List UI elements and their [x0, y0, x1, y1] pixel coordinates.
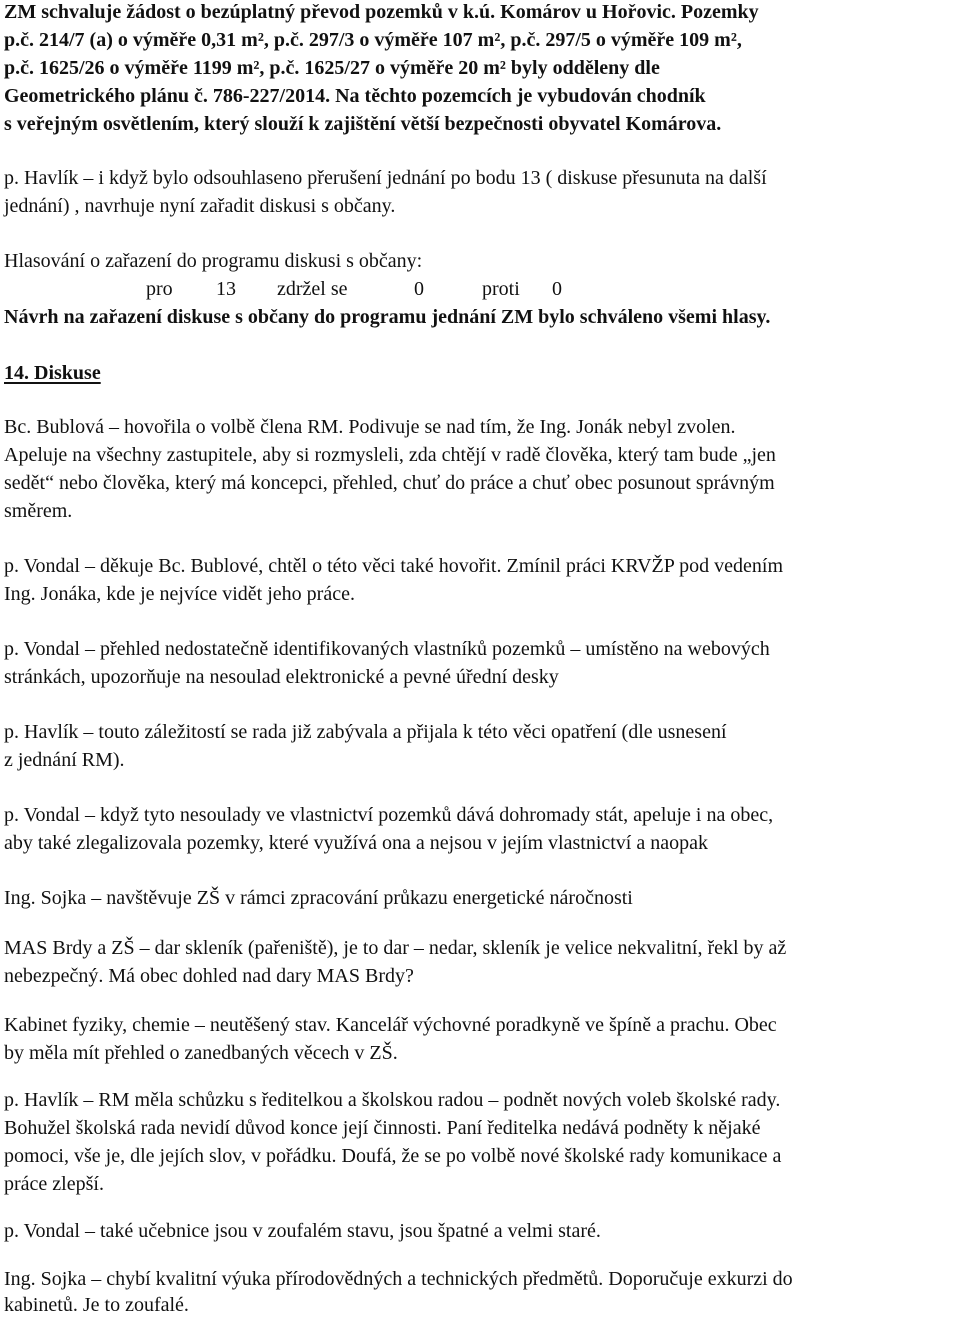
discussion-p4-line-1: p. Havlík – touto záležitostí se rada již zabývala a přijala k této věci opatření (dle usnesení [4, 721, 727, 743]
discussion-p2-line-1: p. Vondal – děkuje Bc. Bublové, chtěl o této věci také hovořit. Zmínil práci KRVŽP pod vedením [4, 555, 783, 577]
discussion-p1-line-3: sedět“ nebo člověka, který má koncepci, přehled, chuť do práce a chuť obec posunout správným [4, 472, 775, 494]
intro-line-1: ZM schvaluje žádost o bezúplatný převod pozemků v k.ú. Komárov u Hořovic. Pozemky [4, 1, 759, 23]
discussion-p6-line-1: Ing. Sojka – navštěvuje ZŠ v rámci zpracování průkazu energetické náročnosti [4, 887, 633, 909]
discussion-p7-line-2: nebezpečný. Má obec dohled nad dary MAS Brdy? [4, 965, 414, 987]
discussion-p1-line-1: Bc. Bublová – hovořila o volbě člena RM. Podivuje se nad tím, že Ing. Jonák nebyl zvolen. [4, 416, 736, 438]
vote-against-label: proti [482, 278, 520, 300]
vote-pro-value: 13 [216, 278, 236, 300]
discussion-p7-line-1: MAS Brdy a ZŠ – dar skleník (pařeniště), je to dar – nedar, skleník je velice nekvalitní, řekl by až [4, 937, 787, 959]
discussion-p3-line-2: stránkách, upozorňuje na nesoulad elektronické a pevné úřední desky [4, 666, 559, 688]
intro-line-4: Geometrického plánu č. 786-227/2014. Na těchto pozemcích je vybudován chodník [4, 85, 706, 107]
discussion-p9-line-3: pomoci, vše je, dle jejích slov, v pořádku. Doufá, že se po volbě nové školské rady komunikace a [4, 1145, 782, 1167]
discussion-p9-line-4: práce zlepší. [4, 1173, 104, 1195]
vote-heading: Hlasování o zařazení do programu diskusi s občany: [4, 250, 423, 272]
havlik-proposal-line-2: jednání) , navrhuje nyní zařadit diskusi s občany. [4, 195, 396, 217]
discussion-p5-line-2: aby také zlegalizovala pozemky, které využívá ona a nejsou v jejím vlastnictví a naopak [4, 832, 708, 854]
discussion-p10-line-1: p. Vondal – také učebnice jsou v zoufalém stavu, jsou špatné a velmi staré. [4, 1220, 601, 1242]
vote-abstain-label: zdržel se [277, 278, 348, 300]
discussion-p9-line-2: Bohužel školská rada nevidí důvod konce její činnosti. Paní ředitelka nedává podněty k nějaké [4, 1117, 761, 1139]
discussion-p11-line-1: Ing. Sojka – chybí kvalitní výuka přírodovědných a technických předmětů. Doporučuje exkurzi do [4, 1268, 793, 1290]
discussion-p4-line-2: z jednání RM). [4, 749, 125, 771]
discussion-p1-line-2: Apeluje na všechny zastupitele, aby si rozmysleli, zda chtějí v radě člověka, který tam bude „jen [4, 444, 776, 466]
discussion-p5-line-1: p. Vondal – když tyto nesoulady ve vlastnictví pozemků dává dohromady stát, apeluje i na obec, [4, 804, 774, 826]
discussion-p11-line-2: kabinetů. Je to zoufalé. [4, 1294, 189, 1316]
intro-line-5: s veřejným osvětlením, který slouží k zajištění větší bezpečnosti obyvatel Komárova. [4, 113, 722, 135]
vote-against-value: 0 [552, 278, 562, 300]
section-heading: 14. Diskuse [4, 362, 101, 384]
vote-abstain-value: 0 [414, 278, 424, 300]
discussion-p8-line-2: by měla mít přehled o zanedbaných věcech v ZŠ. [4, 1042, 398, 1064]
discussion-p1-line-4: směrem. [4, 500, 73, 522]
discussion-p9-line-1: p. Havlík – RM měla schůzku s ředitelkou a školskou radou – podnět nových voleb školské rady. [4, 1089, 781, 1111]
discussion-p2-line-2: Ing. Jonáka, kde je nejvíce vidět jeho práce. [4, 583, 355, 605]
intro-line-2: p.č. 214/7 (a) o výměře 0,31 m², p.č. 297/3 o výměře 107 m², p.č. 297/5 o výměře 109 m², [4, 29, 742, 51]
vote-pro-label: pro [146, 278, 173, 300]
discussion-p3-line-1: p. Vondal – přehled nedostatečně identifikovaných vlastníků pozemků – umístěno na webových [4, 638, 770, 660]
vote-result: Návrh na zařazení diskuse s občany do programu jednání ZM bylo schváleno všemi hlasy. [4, 306, 771, 328]
intro-line-3: p.č. 1625/26 o výměře 1199 m², p.č. 1625/27 o výměře 20 m² byly odděleny dle [4, 57, 660, 79]
discussion-p8-line-1: Kabinet fyziky, chemie – neutěšený stav. Kancelář výchovné poradkyně ve špíně a prachu. Obec [4, 1014, 777, 1036]
havlik-proposal-line-1: p. Havlík – i když bylo odsouhlaseno přerušení jednání po bodu 13 ( diskuse přesunuta na další [4, 167, 767, 189]
